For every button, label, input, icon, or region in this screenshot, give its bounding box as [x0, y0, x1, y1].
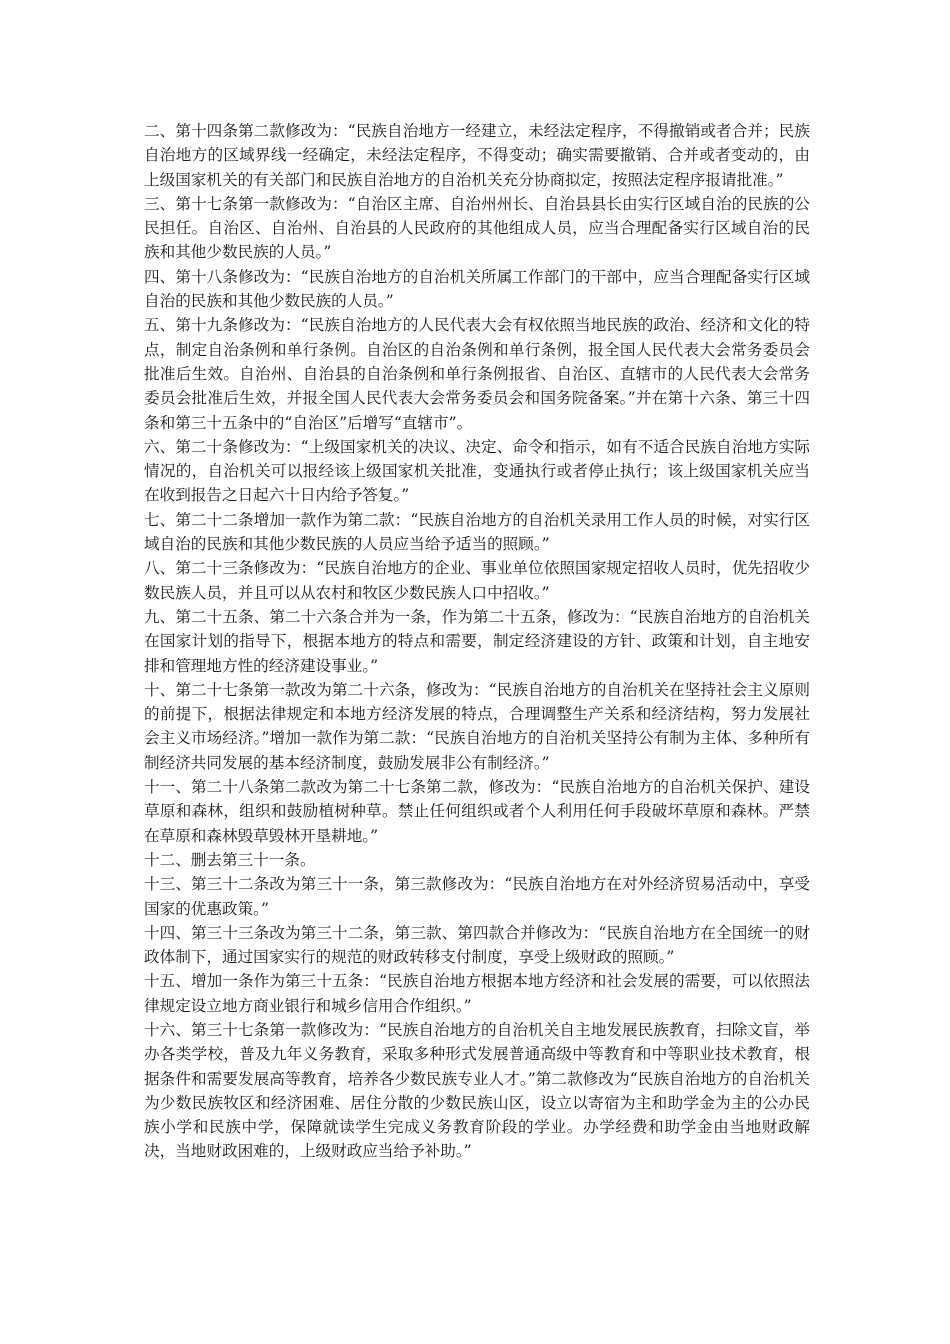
paragraph-item-2: 二、第十四条第二款修改为：“民族自治地方一经建立，未经法定程序，不得撤销或者合并；民族自治地方的区域界线一经确定，未经法定程序，不得变动；确实需要撤销、合并或者变动的，由上级国家机关的有关部门和民族自治地方的自治机关充分协商拟定，按照法定程序报请批准。”: [144, 122, 810, 189]
paragraph-item-8: 八、第二十三条修改为：“民族自治地方的企业、事业单位依照国家规定招收人员时，优先招收少数民族人员，并且可以从农村和牧区少数民族人口中招收。”: [144, 559, 810, 602]
paragraph-item-16: 十六、第三十七条第一款修改为：“民族自治地方的自治机关自主地发展民族教育，扫除文盲，举办各类学校，普及九年义务教育，采取多种形式发展普通高级中等教育和中等职业技术教育，根据条件和需要发展高等教育，培养各少数民族专业人才。”第二款修改为“民族自治地方的自治机关为少数民族牧区和经济困难、居住分散的少数民族山区，设立以寄宿为主和助学金为主的公办民族小学和民族中学，保障就读学生完成义务教育阶段的学业。办学经费和助学金由当地财政解决，当地财政困难的，上级财政应当给予补助。”: [144, 1020, 810, 1161]
paragraph-item-11: 十一、第二十八条第二款改为第二十七条第二款，修改为：“民族自治地方的自治机关保护、建设草原和森林，组织和鼓励植树种草。禁止任何组织或者个人利用任何手段破坏草原和森林。严禁在草原和森林毁草毁林开垦耕地。”: [144, 778, 810, 845]
paragraph-item-7: 七、第二十二条增加一款作为第二款：“民族自治地方的自治机关录用工作人员的时候，对实行区域自治的民族和其他少数民族的人员应当给予适当的照顾。”: [144, 510, 810, 554]
paragraph-item-5: 五、第十九条修改为：“民族自治地方的人民代表大会有权依照当地民族的政治、经济和文化的特点，制定自治条例和单行条例。自治区的自治条例和单行条例，报全国人民代表大会常务委员会批准后生效。自治州、自治县的自治条例和单行条例报省、自治区、直辖市的人民代表大会常务委员会批准后生效，并报全国人民代表大会常务委员会和国务院备案。”并在第十六条、第三十四条和第三十五条中的“自治区”后增写“直辖市”。: [144, 316, 810, 432]
document-body: [144, 119, 810, 1164]
paragraph-item-4: 四、第十八条修改为：“民族自治地方的自治机关所属工作部门的干部中，应当合理配备实行区域自治的民族和其他少数民族的人员。”: [144, 267, 810, 311]
paragraph-item-6: 六、第二十条修改为：“上级国家机关的决议、决定、命令和指示，如有不适合民族自治地方实际情况的，自治机关可以报经该上级国家机关批准，变通执行或者停止执行；该上级国家机关应当在收到报告之日起六十日内给予答复。”: [144, 437, 810, 505]
paragraph-item-10: 十、第二十七条第一款改为第二十六条，修改为：“民族自治地方的自治机关在坚持社会主义原则的前提下，根据法律规定和本地方经济发展的特点，合理调整生产关系和经济结构，努力发展社会主义市场经济。”增加一款作为第二款：“民族自治地方的自治机关坚持公有制为主体、多种所有制经济共同发展的基本经济制度，鼓励发展非公有制经济。”: [144, 680, 810, 772]
paragraph-item-3: 三、第十七条第一款修改为：“自治区主席、自治州州长、自治县县长由实行区域自治的民族的公民担任。自治区、自治州、自治县的人民政府的其他组成人员，应当合理配备实行区域自治的民族和其他少数民族的人员。”: [144, 194, 810, 262]
paragraph-item-15: 十五、增加一条作为第三十五条：“民族自治地方根据本地方经济和社会发展的需要，可以依照法律规定设立地方商业银行和城乡信用合作组织。”: [144, 972, 810, 1015]
paragraph-item-12: 十二、删去第三十一条。: [144, 850, 316, 869]
paragraph-item-13: 十三、第三十二条改为第三十一条，第三款修改为：“民族自治地方在对外经济贸易活动中，享受国家的优惠政策。”: [144, 875, 810, 918]
paragraph-item-14: 十四、第三十三条改为第三十二条，第三款、第四款合并修改为：“民族自治地方在全国统一的财政体制下，通过国家实行的规范的财政转移支付制度，享受上级财政的照顾。”: [144, 923, 810, 967]
paragraph-item-9: 九、第二十五条、第二十六条合并为一条，作为第二十五条，修改为：“民族自治地方的自治机关在国家计划的指导下，根据本地方的特点和需要，制定经济建设的方针、政策和计划，自主地安排和管理地方性的经济建设事业。”: [144, 607, 810, 675]
